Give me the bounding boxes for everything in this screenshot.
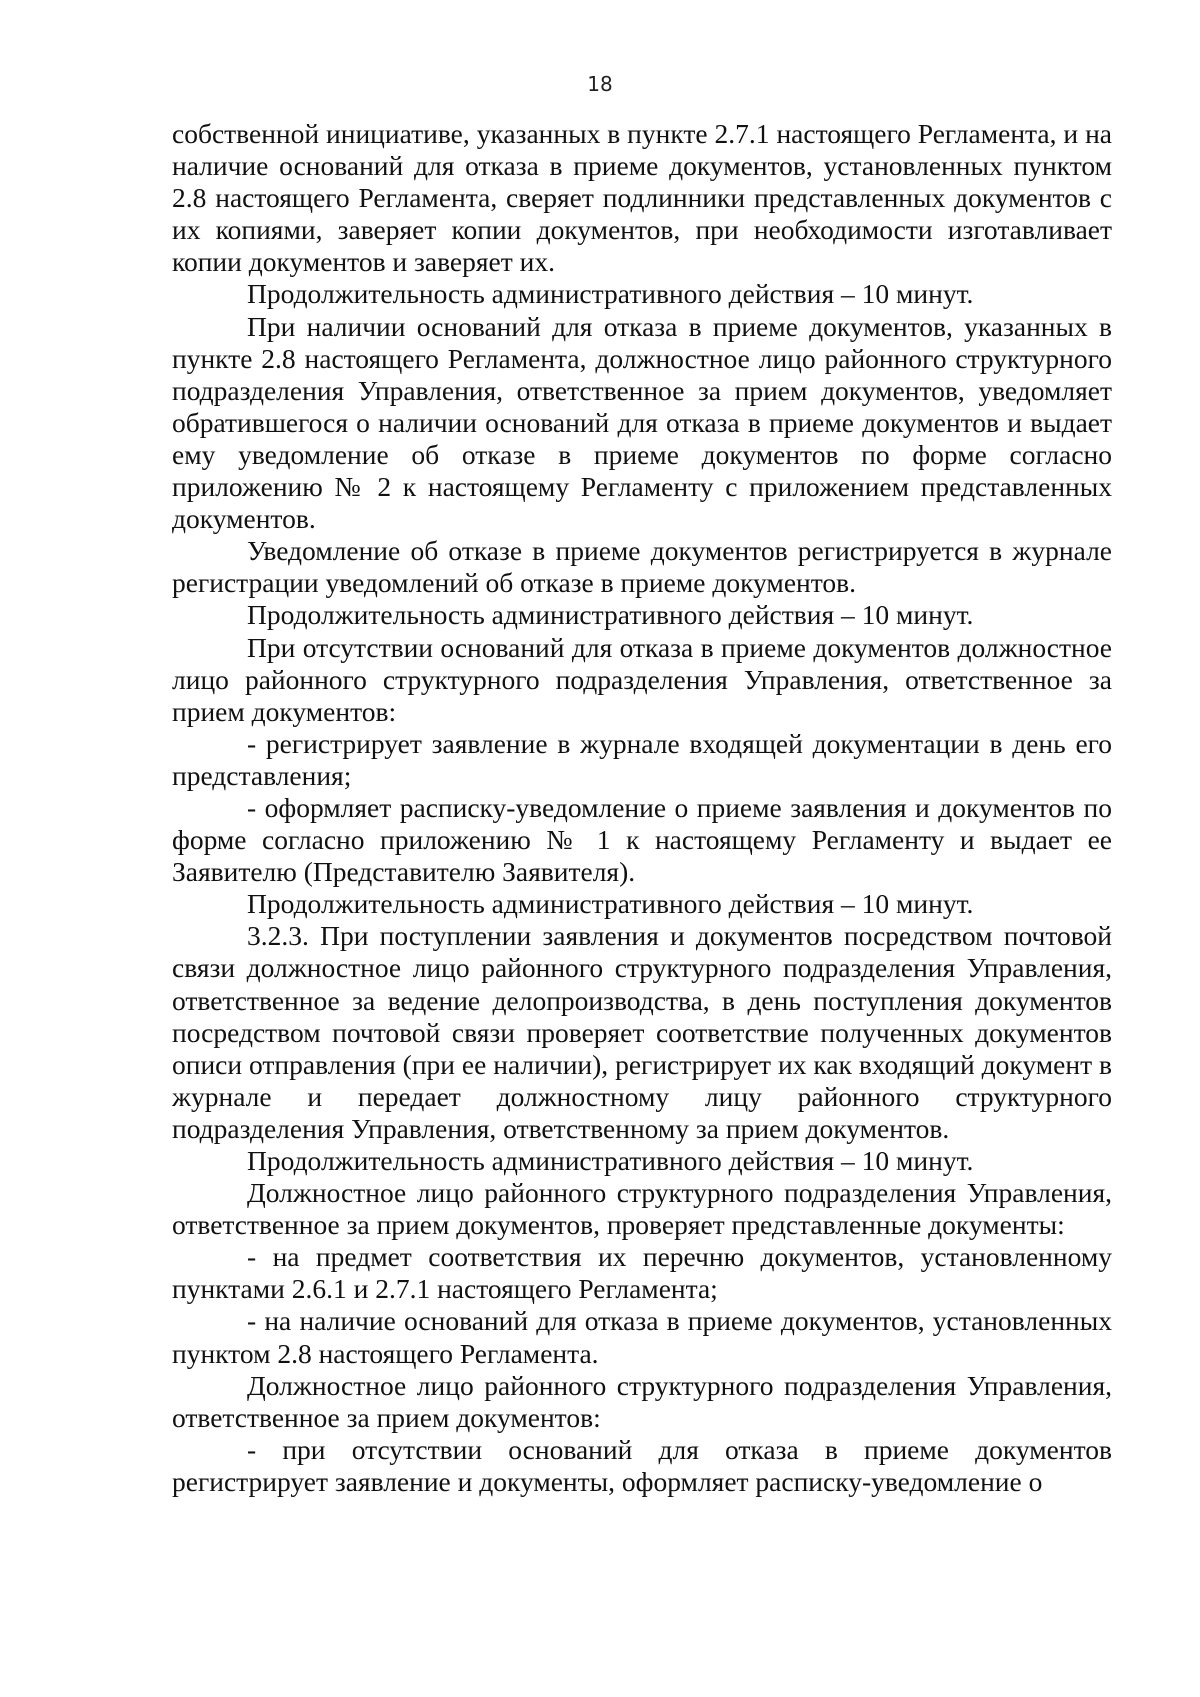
paragraph: Продолжительность административного действия – 10 минут.	[247, 278, 974, 310]
paragraph: При отсутствии оснований для отказа в приеме документов должностное лицо районного структурного подразделения Управления, ответственное за прием документов:	[172, 631, 1112, 727]
paragraph: Продолжительность административного действия – 10 минут.	[247, 599, 974, 631]
paragraph: Должностное лицо районного структурного подразделения Управления, ответственное за прием документов:	[172, 1369, 1112, 1433]
list-item: - оформляет расписку-уведомление о приеме заявления и документов по форме согласно приложению № 1 к настоящему Регламенту и выдает ее Заявителю (Представителю Заявителя).	[172, 791, 1112, 888]
paragraph: 3.2.3. При поступлении заявления и документов посредством почтовой связи должностное лицо районного структурного подразделения Управления, ответственное за ведение делопроизводства, в день поступления документов посредством почтовой связи проверяет соответствие полученных документов описи отправления (при ее наличии), регистрирует их как входящий документ в журнале и передает должностному лицу районного структурного подразделения Управления, ответственному за прием документов.	[172, 920, 1112, 1144]
list-item: - регистрирует заявление в журнале входящей документации в день его представления;	[172, 727, 1112, 791]
list-item: - на предмет соответствия их перечню документов, установленному пунктами 2.6.1 и 2.7.1 настоящего Регламента;	[172, 1241, 1112, 1305]
page-number: 18	[587, 72, 613, 96]
list-item: - при отсутствии оснований для отказа в приеме документов регистрирует заявление и документы, оформляет расписку-уведомление о	[172, 1433, 1112, 1497]
document-body	[172, 118, 1112, 1498]
list-item: - на наличие оснований для отказа в приеме документов, установленных пунктом 2.8 настоящего Регламента.	[172, 1305, 1112, 1369]
paragraph: Продолжительность административного действия – 10 минут.	[247, 1145, 974, 1176]
paragraph: Продолжительность административного действия – 10 минут.	[247, 888, 974, 920]
paragraph: Должностное лицо районного структурного подразделения Управления, ответственное за прием документов, проверяет представленные документы:	[172, 1177, 1112, 1241]
paragraph: При наличии оснований для отказа в приеме документов, указанных в пункте 2.8 настоящего Регламента, должностное лицо районного структурного подразделения Управления, ответственное за прием документов, уведомляет обратившегося о наличии оснований для отказа в приеме документов и выдает ему уведомление об отказе в приеме документов по форме согласно приложению № 2 к настоящему Регламенту с приложением представленных документов.	[172, 310, 1112, 535]
paragraph: Уведомление об отказе в приеме документов регистрируется в журнале регистрации уведомлений об отказе в приеме документов.	[172, 535, 1112, 599]
paragraph: собственной инициативе, указанных в пункте 2.7.1 настоящего Регламента, и на наличие оснований для отказа в приеме документов, установленных пунктом 2.8 настоящего Регламента, сверяет подлинники представленных документов с их копиями, заверяет копии документов, при необходимости изготавливает копии документов и заверяет их.	[172, 118, 1112, 278]
